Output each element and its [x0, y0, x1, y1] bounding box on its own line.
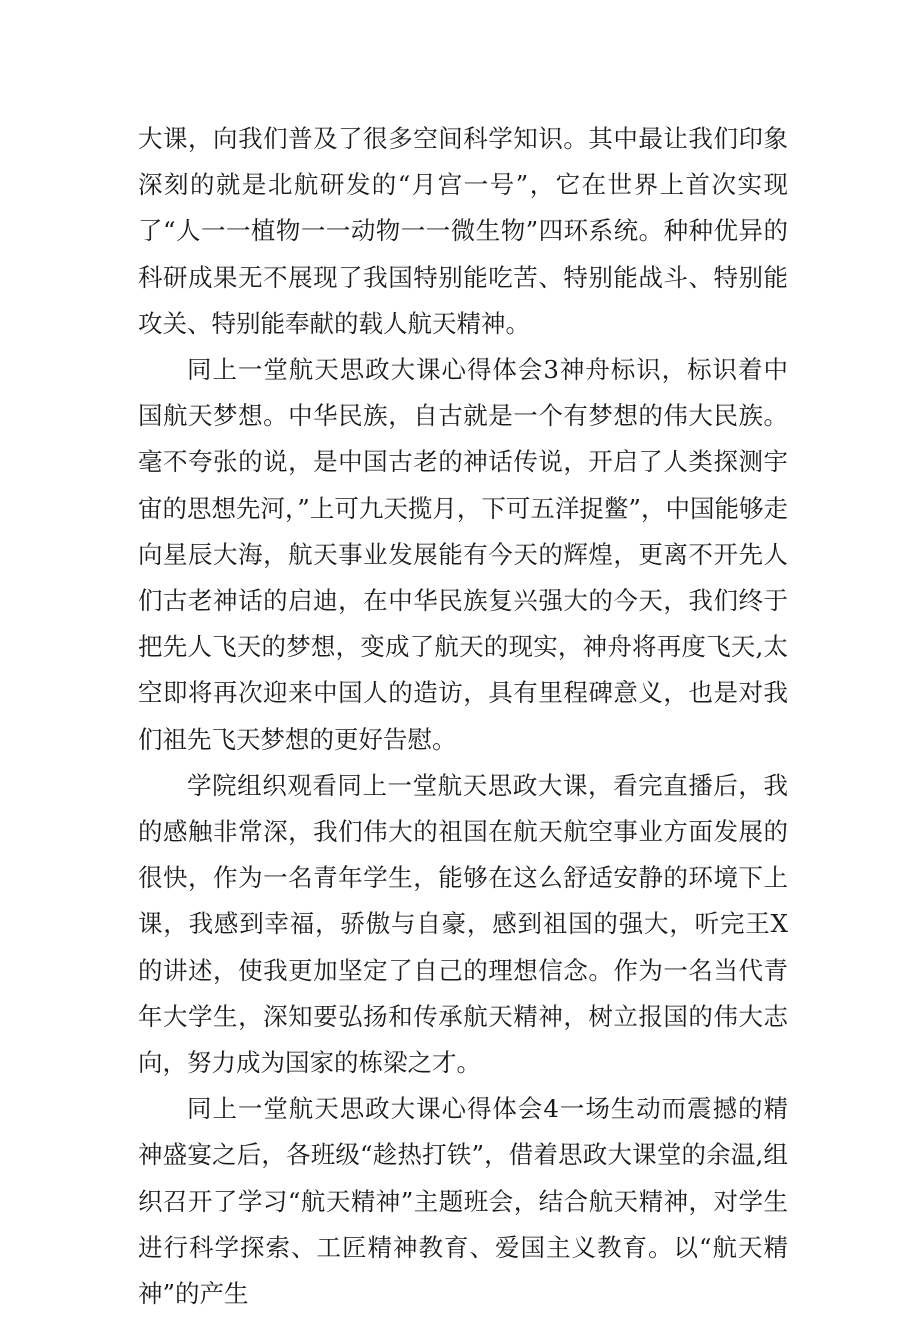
- paragraph-2: 同上一堂航天思政大课心得体会3神舟标识，标识着中国航天梦想。中华民族，自古就是一个有梦想的伟大民族。毫不夸张的说，是中国古老的神话传说，开启了人类探测宇宙的思想先河，”上可九天揽月，下可五洋捉鳖”，中国能够走向星辰大海，航天事业发展能有今天的辉煌，更离不开先人们古老神话的启迪，在中华民族复兴强大的今天，我们终于把先人飞天的梦想，变成了航天的现实，神舟将再度飞天,太空即将再次迎来中国人的造访，具有里程碑意义，也是对我们祖先飞天梦想的更好告慰。: [138, 355, 788, 754]
- paragraph-3: 学院组织观看同上一堂航天思政大课，看完直播后，我的感触非常深，我们伟大的祖国在航天航空事业方面发展的很快，作为一名青年学生，能够在这么舒适安静的环境下上课，我感到幸福，骄傲与自豪，感到祖国的强大，听完王X的讲述，使我更加坚定了自己的理想信念。作为一名当代青年大学生，深知要弘扬和传承航天精神，树立报国的伟大志向，努力成为国家的栋梁之才。: [138, 770, 788, 1078]
- document-body: [138, 116, 788, 1317]
- paragraph-4: 同上一堂航天思政大课心得体会4一场生动而震撼的精神盛宴之后，各班级“趁热打铁”，借着思政大课堂的余温,组织召开了学习“航天精神”主题班会，结合航天精神，对学生进行科学探索、工匠精神教育、爱国主义教育。以“航天精神”的产生: [138, 1094, 788, 1309]
- paragraph-1: 大课，向我们普及了很多空间科学知识。其中最让我们印象深刻的就是北航研发的“月宫一号”，它在世界上首次实现了“人一一植物一一动物一一微生物”四环系统。种种优异的科研成果无不展现了我国特别能吃苦、特别能战斗、特别能攻关、特别能奉献的载人航天精神。: [138, 124, 788, 338]
